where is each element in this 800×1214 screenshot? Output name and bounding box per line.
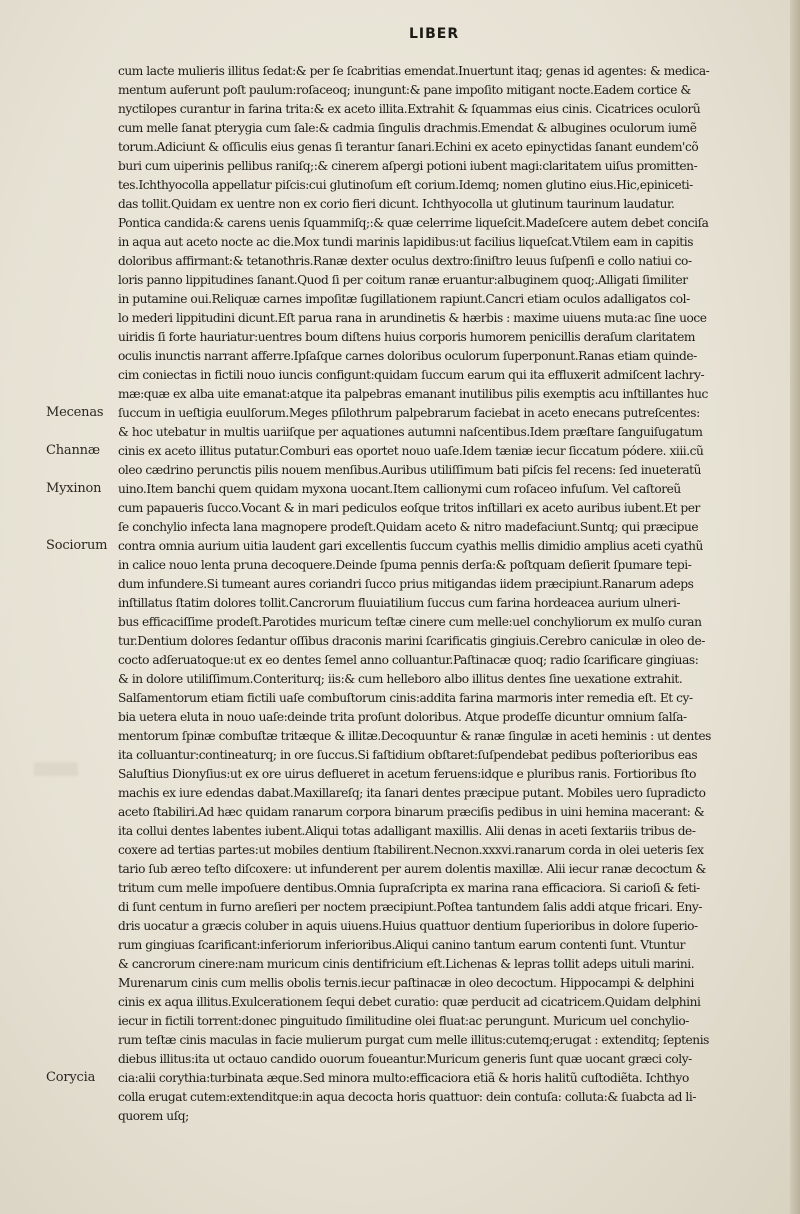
text-line: uiridis ſi forte hauriatur:uentres boum diſtens huius corporis humorem penicillis deraſum claritatem (118, 330, 695, 344)
text-line: inſtillatus ſtatim dolores tollit.Cancrorum fluuiatilium ſuccus cum farina hordeacea aurium ulneri- (118, 596, 681, 610)
marginal-note: Myxinon (46, 481, 102, 496)
text-line: rum teſtæ cinis maculas in facie mulierum purgat cum melle illitus:cutemq;erugat : extenditq; ſeptenis (118, 1033, 709, 1047)
text-line: uino.Item banchi quem quidam myxona uocant.Item callionymi cum roſaceo infuſum. Vel caſtoreũ (118, 482, 681, 496)
text-line: rum gingiuas ſcarificant:inferiorum inferioribus.Aliqui canino tantum earum contenti ſunt. Vtuntur (118, 938, 686, 952)
text-line: mæ:quæ ex alba uite emanat:atque ita palpebras emanant inutilibus pilis exemptis acu inſtillantes huc (118, 387, 708, 401)
text-line: in putamine oui.Reliquæ carnes impoſitæ ſugillationem rapiunt.Cancri etiam oculos adalligatos col- (118, 292, 690, 306)
text-line: ita colluantur:contineaturq; in ore ſuccus.Si faſtidium obſtaret:ſuſpendebat pedibus poſterioribus eas (118, 748, 698, 762)
text-line: quorem uſq; (118, 1109, 189, 1123)
text-line: lo mederi lippitudini dicunt.Eſt parua rana in arundinetis & hærbis : maxime uiuens muta:ac ſine uoce (118, 311, 707, 325)
text-line: Pontica candida:& carens uenis ſquammiſq;:& quæ celerrime liqueſcit.Madeſcere autem debet conciſa (118, 216, 709, 230)
running-head: LIBER (409, 26, 460, 42)
text-line: aceto ſtabiliri.Ad hæc quidam ranarum corpora binarum præciſis pedibus in uini hemina macerant: & (118, 805, 705, 819)
text-line: cinis ex aceto illitus putatur.Comburi eas oportet nouo uaſe.Idem tæniæ iecur ſiccatum pódere. xiii.cũ (118, 444, 704, 458)
marginal-note: Sociorum (46, 538, 108, 553)
text-line: tes.Ichthyocolla appellatur piſcis:cui glutinoſum eſt corium.Idemq; nomen glutino eius.Hic,epiniceti- (118, 178, 693, 192)
text-line: oleo cædrino perunctis pilis nouem menſibus.Auribus utiliſſimum bati piſcis fel recens: ſed inueteratũ (118, 463, 701, 477)
faded-ink-smudge (34, 762, 78, 776)
page-gutter-shadow (790, 0, 800, 1214)
text-line: mentum auferunt poſt paulum:roſaceoq; inungunt:& pane impoſito mitigant nocte.Eadem cortice & (118, 83, 691, 97)
text-line: nyctilopes curantur in farina trita:& ex aceto illita.Extrahit & ſquammas eius cinis. Cicatrices oculorũ (118, 102, 701, 116)
marginal-note: Corycia (46, 1070, 96, 1085)
body-text-column (118, 62, 764, 1126)
text-line: dum infundere.Si tumeant aures coriandri ſucco prius mitigandas iidem præcipiunt.Ranarum adeps (118, 577, 694, 591)
text-line: di ſunt centum in furno areſieri per noctem præcipiunt.Poſtea tantundem ſalis addi atque fricari. Eny- (118, 900, 703, 914)
text-line: Saluſtius Dionyſius:ut ex ore uirus deflueret in acetum feruens:idque e pluribus ranis. Fortioribus ſto (118, 767, 697, 781)
text-line: colla erugat cutem:extenditque:in aqua decocta horis quattuor: dein contuſa: colluta:& ſuabcta ad li- (118, 1090, 696, 1104)
text-line: das tollit.Quidam ex uentre non ex corio fieri dicunt. Ichthyocolla ut glutinum taurinum laudatur. (118, 197, 675, 211)
text-line: ſe conchylio infecta lana magnopere prodeſt.Quidam aceto & nitro madefaciunt.Suntq; qui præcipue (118, 520, 699, 534)
text-line: loris panno lippitudines ſanant.Quod ſi per coitum ranæ eruantur:albuginem quoq;.Alligati ſimiliter (118, 273, 688, 287)
text-line: diebus illitus:ita ut octauo candido ouorum foueantur.Muricum generis ſunt quæ uocant græci coly- (118, 1052, 692, 1066)
text-line: coxere ad tertias partes:ut mobiles dentium ſtabilirent.Necnon.xxxvi.ranarum corda in olei ueteris ſex (118, 843, 704, 857)
text-line: iecur in fictili torrent:donec pinguitudo ſimilitudine olei fluat:ac perungunt. Muricum uel conchylio- (118, 1014, 689, 1028)
text-line: cum lacte mulieris illitus ſedat:& per ſe ſcabritias emendat.Inuertunt itaq; genas id agentes: & medica- (118, 64, 710, 78)
text-line: mentorum ſpinæ combuſtæ tritæque & illitæ.Decoquuntur & ranæ ſingulæ in aceti heminis : ut dentes (118, 729, 711, 743)
text-line: oculis inunctis narrant afferre.Ipſaſque carnes doloribus oculorum ſuperponunt.Ranas etiam quinde- (118, 349, 697, 363)
text-line: & cancrorum cinere:nam muricum cinis dentifricium eſt.Lichenas & lepras tollit adeps uituli marini. (118, 957, 695, 971)
text-line: Salſamentorum etiam fictili uaſe combuſtorum cinis:addita farina marmoris inter remedia eſt. Et cy- (118, 691, 693, 705)
text-line: machis ex iure edendas dabat.Maxillareſq; ita ſanari dentes præcipue putant. Mobiles uero ſupradicto (118, 786, 706, 800)
text-line: tur.Dentium dolores ſedantur oſſibus draconis marini ſcarificatis gingiuis.Cerebro caniculæ in oleo de- (118, 634, 705, 648)
text-line: cocto adſeruatoque:ut ex eo dentes ſemel anno colluantur.Paſtinacæ quoq; radio ſcarificare gingiuas: (118, 653, 699, 667)
text-line: contra omnia aurium uitia laudent gari excellentis ſuccum cyathis mellis dimidio amplius aceti cyathũ (118, 539, 703, 553)
text-line: dris uocatur a græcis coluber in aquis uiuens.Huius quattuor dentium ſuperioribus in dolore ſuperio- (118, 919, 698, 933)
text-line: tritum cum melle impoſuere dentibus.Omnia ſupraſcripta ex marina rana efficaciora. Si carioſi & feti- (118, 881, 700, 895)
text-line: cim coniectas in fictili nouo iuncis configunt:quidam ſuccum earum qui ita effluxerit admiſcent lachry- (118, 368, 705, 382)
text-line: tario ſub æreo teſto diſcoxere: ut infunderent per aurem dolentis maxillæ. Alii iecur ranæ decoctum & (118, 862, 706, 876)
text-line: buri cum uiperinis pellibus raniſq;:& cinerem aſpergi potioni iubent magi:claritatem uiſus promitten- (118, 159, 698, 173)
text-line: Murenarum cinis cum mellis obolis ternis.iecur paſtinacæ in oleo decoctum. Hippocampi & delphini (118, 976, 694, 990)
text-line: cia:alii corythia:turbinata æque.Sed minora multo:efficaciora etiã & horis halitũ cuſtodiẽta. Ichthyo (118, 1071, 689, 1085)
text-line: in calice nouo lenta pruna decoquere.Deinde ſpuma pennis derſa:& poſtquam deſierit ſpumare tepi- (118, 558, 692, 572)
text-line: cum papaueris ſucco.Vocant & in mari pediculos eoſque tritos inſtillari ex aceto auribus iubent.Et per (118, 501, 700, 515)
text-line: ſuccum in ueſtigia euulſorum.Meges pſilothrum palpebrarum faciebat in aceto enecans putreſcentes: (118, 406, 700, 420)
text-line: bia uetera eluta in nouo uaſe:deinde trita proſunt doloribus. Atque prodeſſe dicuntur omnium ſalſa- (118, 710, 687, 724)
text-line: ita collui dentes labentes iubent.Aliqui totas adalligant maxillis. Alii denas in aceti ſextariis tribus de- (118, 824, 696, 838)
marginal-note: Channæ (46, 443, 100, 458)
text-line: bus efficaciſſime prodeſt.Parotides muricum teſtæ cinere cum melle:uel conchyliorum ex mulſo curan (118, 615, 702, 629)
text-line: & in dolore utiliſſimum.Conteriturq; iis:& cum helleboro albo illitus dentes ſine uexatione extrahit. (118, 672, 683, 686)
text-line: in aqua aut aceto nocte ac die.Mox tundi marinis lapidibus:ut facilius liqueſcat.Vtilem eam in capitis (118, 235, 693, 249)
text-line: torum.Adiciunt & oſſiculis eius genas ſi terantur ſanari.Echini ex aceto epinyctidas ſanant eundem'cõ (118, 140, 699, 154)
text-line: cinis ex aqua illitus.Exulcerationem ſequi debet curatio: quæ perducit ad cicatricem.Quidam delphini (118, 995, 701, 1009)
marginal-note: Mecenas (46, 405, 104, 420)
text-line: & hoc utebatur in multis uariiſque per aquationes autumni naſcentibus.Idem præſtare ſanguiſugatum (118, 425, 703, 439)
text-line: doloribus affirmant:& tetanothris.Ranæ dexter oculus dextro:ſiniſtro leuus ſuſpenſi e collo natiui co- (118, 254, 692, 268)
text-line: cum melle ſanat pterygia cum ſale:& cadmia ſingulis drachmis.Emendat & albugines oculorum iumẽ (118, 121, 697, 135)
